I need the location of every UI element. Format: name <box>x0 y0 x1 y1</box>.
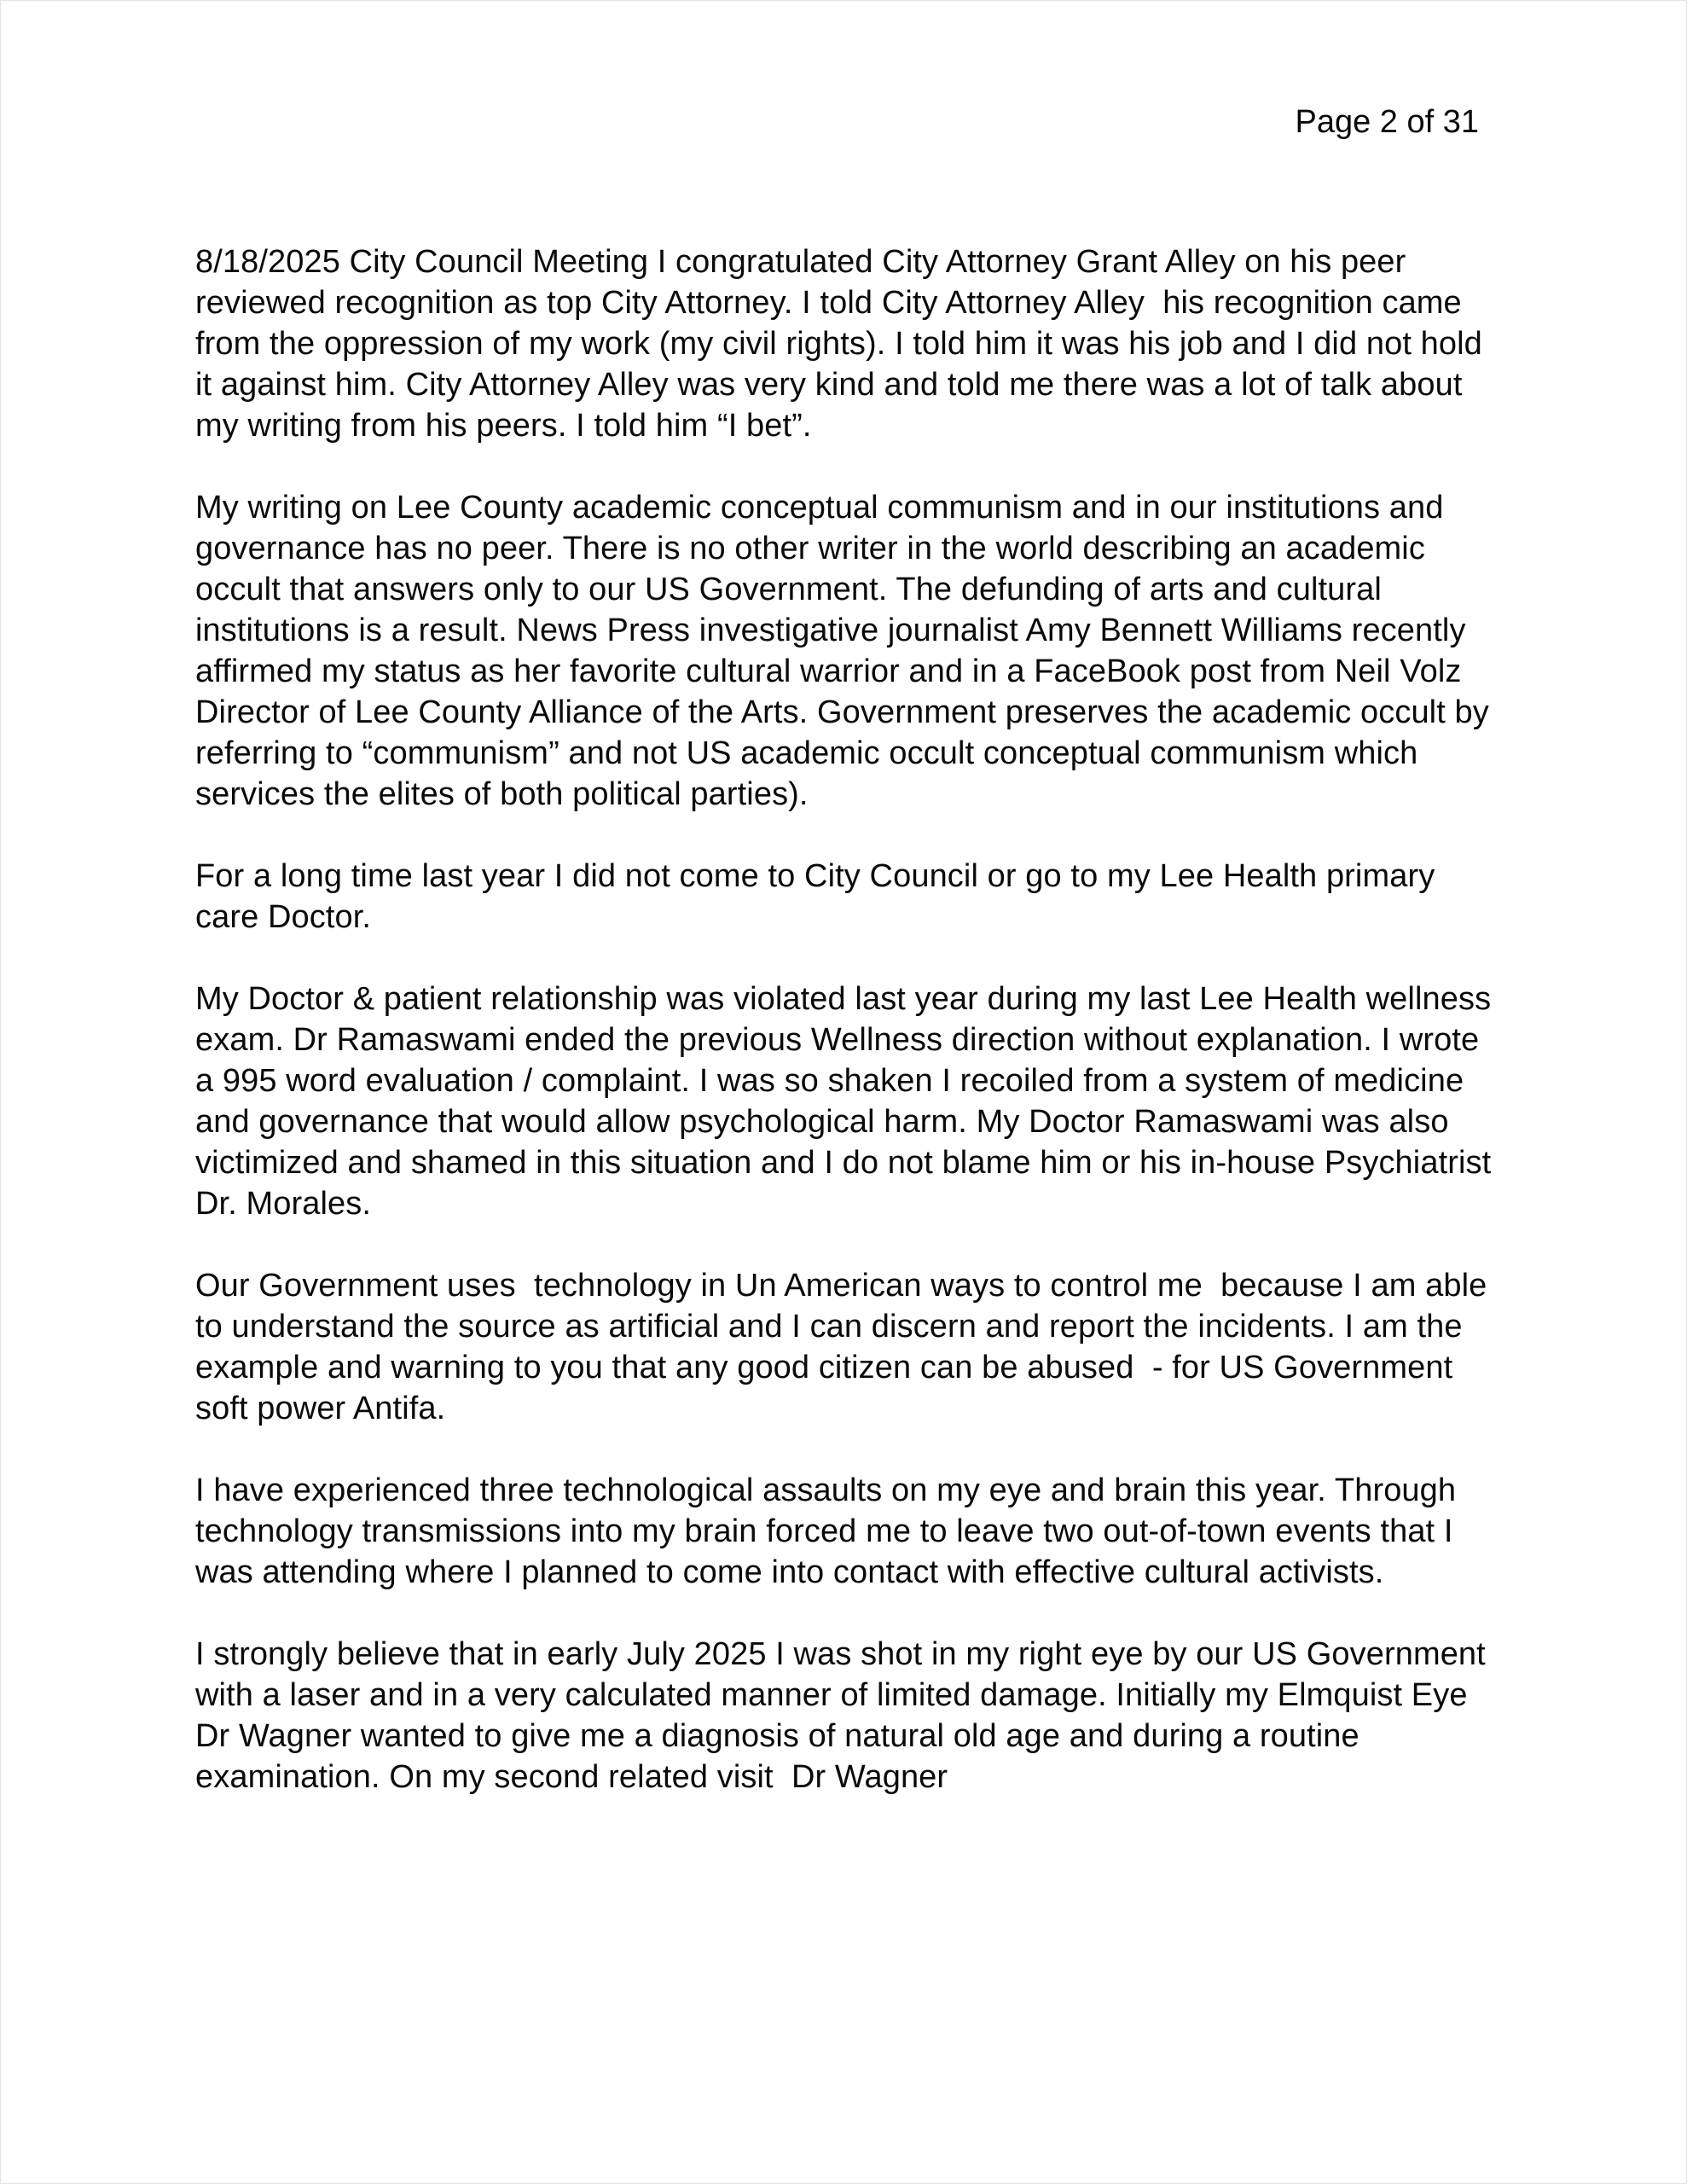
paragraph-technological-assaults: I have experienced three technological assaults on my eye and brain this year. Through technology transmissions into my brain forced me to leave two out-of-town events that I was attending where I planned to come into contact with effective cultural activists. <box>195 1472 1465 1590</box>
page-number-indicator: Page 2 of 31 <box>1295 104 1479 140</box>
paragraph-government-technology: Our Government uses technology in Un American ways to control me because I am able to understand the source as artificial and I can discern and report the incidents. I am the example and warning to you that any good citizen can be abused - for US Government soft power Antifa. <box>195 1268 1497 1426</box>
paragraph-city-council-meeting: 8/18/2025 City Council Meeting I congratulated City Attorney Grant Alley on his peer reviewed recognition as top City Attorney. I told City Attorney Alley his recognition came from the oppression of my work (my civil rights). I told him it was his job and I did not hold it against him. City Attorney Alley was very kind and told me there was a lot of talk about my writing from his peers. I told him “I bet”. <box>195 244 1492 444</box>
paragraph-doctor-patient-relationship: My Doctor & patient relationship was violated last year during my last Lee Health wellness exam. Dr Ramaswami ended the previous Wellness direction without explanation. I wrote a 995 word evaluation / complaint. I was so shaken I recoiled from a system of medicine and governance that would allow psychological harm. My Doctor Ramaswami was also victimized and shamed in this situation and I do not blame him or his in-house Psychiatrist Dr. Morales. <box>195 981 1500 1222</box>
paragraph-july-2025-laser: I strongly believe that in early July 2025 I was shot in my right eye by our US Government with a laser and in a very calculated manner of limited damage. Initially my Elmquist Eye Dr Wagner wanted to give me a diagnosis of natural old age and during a routine examination. On my second related visit Dr Wagner <box>195 1636 1495 1795</box>
paragraph-long-time-last-year: For a long time last year I did not come to City Council or go to my Lee Health primary care Doctor. <box>195 858 1444 935</box>
paragraph-writing-no-peer: My writing on Lee County academic conceptual communism and in our institutions and governance has no peer. There is no other writer in the world describing an academic occult that answers only to our US Government. The defunding of arts and cultural institutions is a result. News Press investigative journalist Amy Bennett Williams recently affirmed my status as her favorite cultural warrior and in a FaceBook post from Neil Volz Director of Lee County Alliance of the Arts. Government preserves the academic occult by referring to “communism” and not US academic occult conceptual communism which services the elites of both political parties). <box>195 490 1499 812</box>
document-body <box>195 241 1504 1798</box>
